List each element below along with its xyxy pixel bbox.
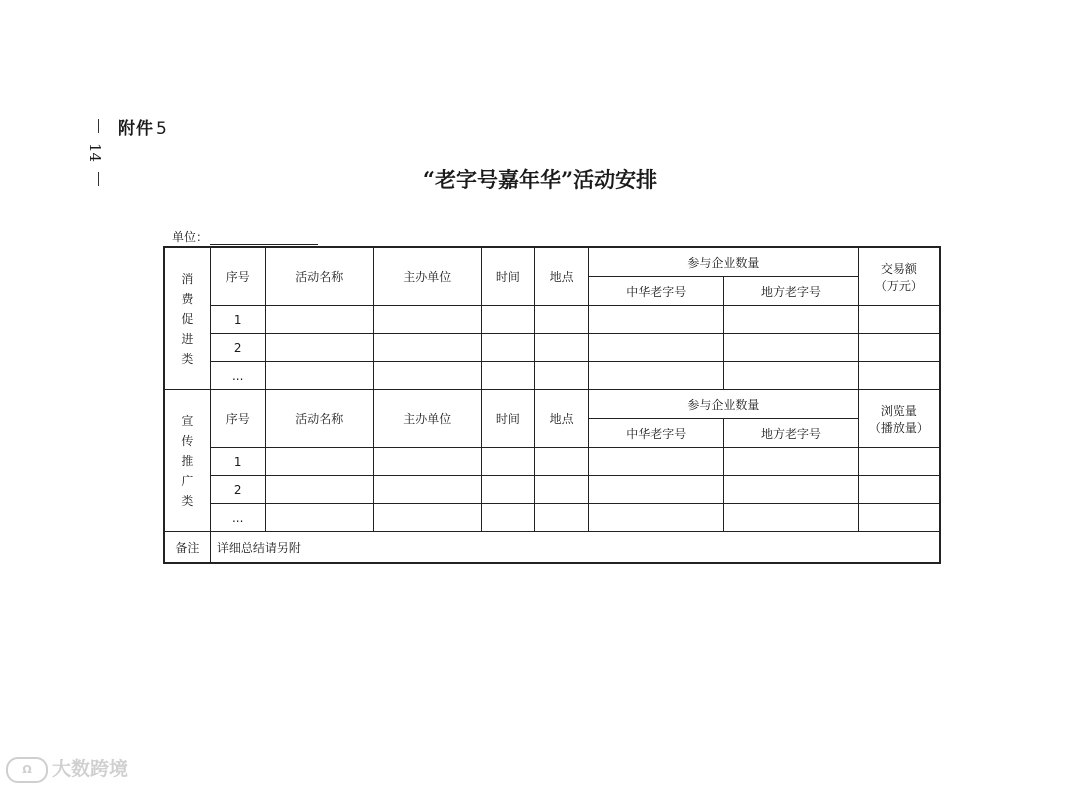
col-time-header: 时间: [481, 247, 535, 306]
col-name-header: 活动名称: [265, 390, 373, 448]
col-time-header: 时间: [481, 390, 535, 448]
section1-header-row: [164, 247, 940, 277]
table-row: [164, 334, 940, 362]
attachment-label: 附件 5: [118, 119, 168, 139]
section2-category: 宣 传 推 广 类: [164, 390, 210, 532]
col-place-header: 地点: [535, 247, 589, 306]
watermark-logo-icon: Ω: [6, 757, 48, 783]
table-row: [164, 476, 940, 504]
section2-header-row: [164, 390, 940, 419]
row-seq: ...: [210, 504, 265, 532]
table-row: [164, 448, 940, 476]
note-row: [164, 532, 940, 564]
row-seq: 1: [210, 448, 265, 476]
section1-category: 消 费 促 进 类: [164, 247, 210, 390]
note-label: 备注: [164, 532, 210, 564]
document-title: “老字号嘉年华”活动安排: [422, 167, 658, 192]
watermark-text: 大数跨境: [52, 758, 129, 780]
unit-label: 单位：: [172, 230, 209, 244]
activity-table: [163, 246, 941, 564]
col-metric-header: 浏览量 （播放量）: [858, 390, 940, 448]
attachment-number: 5: [156, 119, 168, 139]
note-text: 详细总结请另附: [210, 532, 940, 564]
col-sub2-header: 地方老字号: [724, 277, 858, 306]
page-number: 14: [86, 143, 104, 163]
col-name-header: 活动名称: [265, 247, 373, 306]
col-group-header: 参与企业数量: [589, 390, 859, 419]
col-seq-header: 序号: [210, 390, 265, 448]
col-sub1-header: 中华老字号: [589, 419, 724, 448]
col-sub1-header: 中华老字号: [589, 277, 724, 306]
table-row: [164, 504, 940, 532]
row-seq: ...: [210, 362, 265, 390]
table-row: [164, 362, 940, 390]
col-host-header: 主办单位: [374, 247, 481, 306]
unit-field: [172, 228, 318, 245]
col-metric-header: 交易额 （万元）: [858, 247, 940, 306]
row-seq: 1: [210, 306, 265, 334]
watermark: [6, 754, 128, 783]
col-seq-header: 序号: [210, 247, 265, 306]
row-seq: 2: [210, 334, 265, 362]
table-row: [164, 306, 940, 334]
col-sub2-header: 地方老字号: [724, 419, 858, 448]
row-seq: 2: [210, 476, 265, 504]
col-group-header: 参与企业数量: [589, 247, 859, 277]
unit-blank-line: [210, 244, 318, 245]
col-host-header: 主办单位: [374, 390, 481, 448]
col-place-header: 地点: [535, 390, 589, 448]
